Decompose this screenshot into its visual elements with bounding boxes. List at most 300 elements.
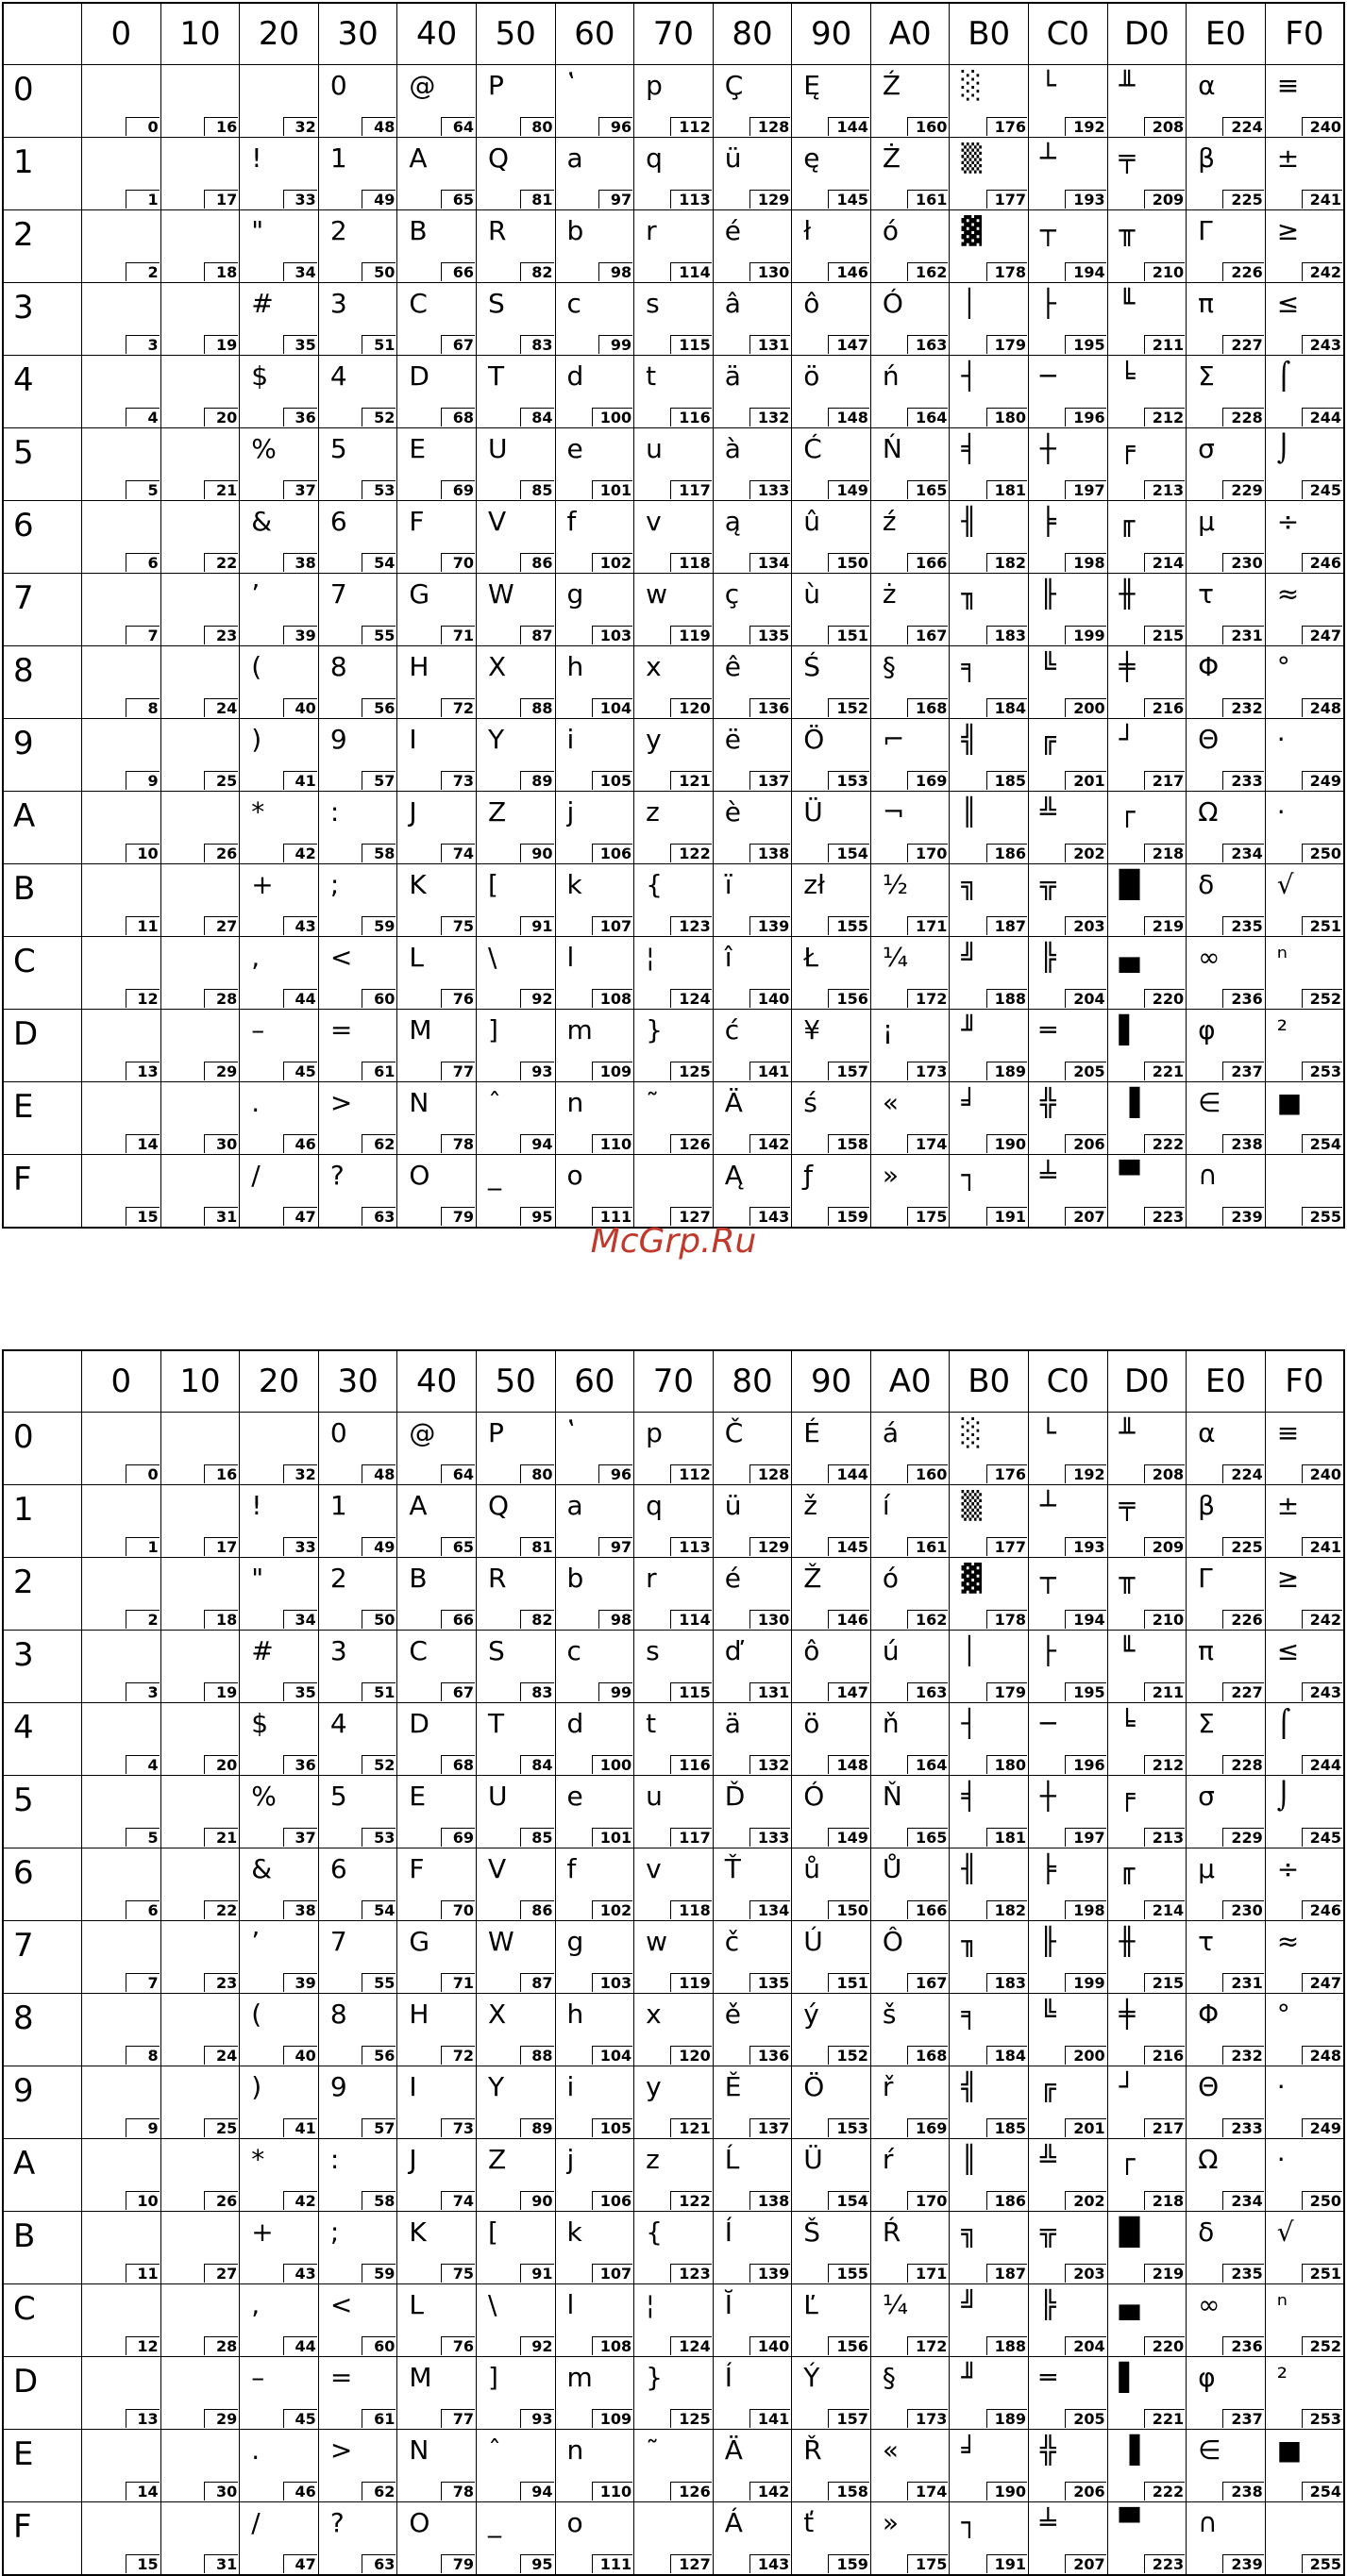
char-cell [870,1994,950,2066]
char-code: 111 [592,2554,632,2573]
char-code: 60 [362,2336,396,2355]
char-code: 58 [362,2191,396,2210]
char-code: 2 [126,262,160,281]
char-cell [1187,356,1266,428]
char-cell [713,937,792,1010]
char-glyph: ▓ [961,215,982,246]
char-cell [950,428,1029,501]
char-glyph: « [882,1087,899,1118]
char-glyph: Ľ [803,2289,818,2320]
char-glyph: : [329,796,340,828]
char-code: 247 [1302,626,1342,644]
char-glyph: @ [409,1417,436,1448]
char-cell [713,283,792,356]
table-row [3,1558,1344,1631]
char-code: 101 [592,1828,632,1847]
char-glyph: ? [329,2507,345,2538]
char-cell [870,2139,950,2212]
char-glyph: r [646,1563,657,1594]
char-code: 130 [749,262,790,281]
char-glyph: · [1276,796,1286,828]
char-code: 228 [1222,408,1263,427]
char-code: 198 [1065,553,1105,572]
char-cell [1029,792,1108,864]
char-code: 128 [749,1464,790,1483]
row-header: 5 [3,1776,82,1848]
char-cell [555,1155,634,1229]
table-row [3,1413,1344,1485]
char-glyph: g [566,1926,584,1957]
char-glyph: O [409,2507,430,2538]
char-cell [555,501,634,574]
char-code: 0 [126,1464,160,1483]
char-cell [870,1485,950,1558]
char-glyph: § [882,2362,896,2393]
char-cell [160,937,240,1010]
char-cell [870,1848,950,1921]
char-code: 248 [1302,698,1342,717]
char-glyph: W [487,578,514,610]
char-cell [318,356,397,428]
char-glyph: ▄ [1119,2289,1140,2320]
char-glyph: C [409,1635,428,1666]
char-glyph: ▀ [1119,1160,1140,1191]
char-cell [476,937,555,1010]
char-cell [240,138,319,210]
table-row [3,1776,1344,1848]
char-cell [1107,2066,1187,2139]
char-code: 174 [907,1134,948,1153]
char-code: 80 [520,1464,554,1483]
char-glyph: » [882,1160,899,1191]
char-glyph: ╖ [961,578,978,610]
char-glyph: ╒ [1119,1781,1136,1812]
char-glyph: ╡ [961,433,978,464]
char-cell [634,719,714,792]
char-code: 51 [362,1682,396,1701]
char-cell [634,2212,714,2284]
char-code: 168 [907,2046,948,2065]
char-glyph: H [409,651,429,682]
char-glyph: Σ [1198,360,1215,392]
char-code: 119 [670,626,711,644]
char-glyph: > [329,1087,353,1118]
char-cell [555,2357,634,2430]
char-code: 127 [670,1207,711,1226]
char-cell [318,138,397,210]
row-header: A [3,792,82,864]
char-glyph: ╢ [961,506,978,537]
char-glyph: b [566,215,584,246]
char-code: 171 [907,916,948,935]
char-glyph: N [409,2434,429,2466]
char-glyph: E [409,433,427,464]
char-cell [634,1010,714,1082]
char-cell [1265,2139,1344,2212]
char-code: 66 [441,262,475,281]
char-glyph: Ω [1198,796,1219,828]
char-code: 145 [828,190,868,209]
char-code: 35 [283,335,317,354]
char-cell [160,1848,240,1921]
char-glyph: = [329,1014,353,1045]
char-cell [318,1558,397,1631]
char-cell [634,937,714,1010]
char-cell [476,1631,555,1703]
char-glyph: / [251,1160,261,1191]
char-code: 103 [592,626,632,644]
char-glyph: ▒ [961,1490,982,1521]
char-cell [240,1921,319,1994]
char-cell [950,937,1029,1010]
char-code: 30 [204,1134,238,1153]
char-glyph: ├ [1040,288,1056,319]
char-code: 134 [749,553,790,572]
char-code: 99 [598,1682,632,1701]
char-glyph: ┴ [1040,142,1056,174]
char-glyph: Ü [803,2144,823,2175]
char-glyph: G [409,578,430,610]
char-code: 67 [441,1682,475,1701]
char-code: 160 [907,1464,948,1483]
char-glyph: ý [803,1999,819,2030]
char-cell [634,283,714,356]
char-cell [82,2357,161,2430]
char-code: 61 [362,1062,396,1080]
char-code: 24 [204,698,238,717]
char-cell [792,1776,871,1848]
char-glyph: ⌡ [1276,433,1291,464]
char-cell [397,1485,477,1558]
char-cell [950,2066,1029,2139]
char-cell [555,646,634,719]
char-glyph: " [251,1563,264,1594]
char-cell [555,1082,634,1155]
column-header: B0 [950,1350,1029,1413]
char-code: 224 [1222,1464,1263,1483]
char-code: 246 [1302,1900,1342,1919]
char-cell [160,2502,240,2576]
char-cell [397,2066,477,2139]
char-cell [555,864,634,937]
char-code: 149 [828,480,868,499]
char-glyph: ! [251,142,262,174]
char-code: 207 [1065,1207,1105,1226]
char-code: 72 [441,698,475,717]
char-cell [476,2066,555,2139]
char-glyph: { [646,869,663,900]
char-code: 221 [1144,1062,1185,1080]
char-cell [1107,864,1187,937]
char-cell [1029,1921,1108,1994]
char-glyph: X [487,651,507,682]
char-code: 182 [986,1900,1027,1919]
char-cell [634,574,714,646]
char-cell [1029,210,1108,283]
char-cell [1107,501,1187,574]
char-code: 105 [592,771,632,790]
column-header: F0 [1265,3,1344,65]
char-cell [1187,1082,1266,1155]
char-code: 14 [126,2482,160,2501]
char-glyph: ╞ [1040,1853,1056,1884]
char-glyph: @ [409,70,436,101]
char-cell [950,1776,1029,1848]
char-cell [397,138,477,210]
char-code: 236 [1222,2336,1263,2355]
char-cell [1107,1010,1187,1082]
char-code: 76 [441,2336,475,2355]
char-glyph: Í [724,2216,732,2248]
char-cell [318,574,397,646]
char-cell [240,1413,319,1485]
char-cell [160,2212,240,2284]
char-glyph: ▒ [961,142,982,174]
code-page-table-2 [2,1349,1345,2576]
char-code: 26 [204,844,238,862]
char-glyph: E [409,1781,427,1812]
char-code: 234 [1222,2191,1263,2210]
char-cell [1187,65,1266,138]
char-cell [82,65,161,138]
char-glyph: I [409,2071,417,2102]
char-cell [634,2502,714,2576]
char-cell [1265,2357,1344,2430]
char-cell [1107,1413,1187,1485]
column-header: 50 [476,1350,555,1413]
char-glyph: " [251,215,264,246]
char-glyph: < [329,942,353,973]
char-code: 212 [1144,408,1185,427]
char-code: 146 [828,1610,868,1629]
char-cell [318,2066,397,2139]
char-code: 186 [986,844,1027,862]
char-code: 222 [1144,1134,1185,1153]
row-header: C [3,937,82,1010]
char-cell [240,719,319,792]
table-row [3,501,1344,574]
char-cell [318,210,397,283]
char-cell [397,864,477,937]
char-code: 142 [749,1134,790,1153]
char-cell [634,501,714,574]
char-code: 60 [362,989,396,1008]
char-glyph: â [724,288,741,319]
char-code: 226 [1222,262,1263,281]
char-code: 22 [204,553,238,572]
char-glyph: Y [487,2071,505,2102]
corner-cell [3,1350,82,1413]
char-cell [1029,65,1108,138]
table-row [3,1921,1344,1994]
char-code: 210 [1144,262,1185,281]
char-cell [82,1994,161,2066]
char-code: 82 [520,1610,554,1629]
char-cell [555,2284,634,2357]
char-glyph: ╪ [1119,1999,1136,2030]
char-glyph: M [409,2362,432,2393]
char-glyph: á [882,1417,900,1448]
char-glyph: τ [1198,578,1215,610]
char-cell [792,719,871,792]
char-glyph: ë [724,724,741,755]
char-glyph: ╦ [1040,869,1056,900]
char-glyph: ä [724,360,741,392]
char-cell [555,1631,634,1703]
char-cell [950,646,1029,719]
char-cell [160,864,240,937]
char-code: 91 [520,916,554,935]
char-code: 233 [1222,771,1263,790]
char-glyph: ) [251,2071,262,2102]
char-cell [318,2502,397,2576]
char-cell [713,1082,792,1155]
char-glyph: Γ [1198,1563,1213,1594]
char-cell [950,2139,1029,2212]
char-code: 110 [592,1134,632,1153]
char-code: 64 [441,1464,475,1483]
column-header: 80 [713,1350,792,1413]
char-cell [792,283,871,356]
char-cell [1107,2284,1187,2357]
char-glyph: M [409,1014,432,1045]
table-row [3,428,1344,501]
table-row [3,138,1344,210]
char-glyph: Φ [1198,651,1220,682]
char-code: 201 [1065,771,1105,790]
char-cell [82,1413,161,1485]
char-cell [792,1413,871,1485]
char-glyph: K [409,869,427,900]
char-glyph: , [251,2289,261,2320]
table-row [3,283,1344,356]
char-code: 241 [1302,190,1342,209]
char-cell [1187,1155,1266,1229]
char-glyph: r [646,215,657,246]
char-glyph: v [646,506,662,537]
char-cell [318,2139,397,2212]
char-glyph: Í [724,2362,732,2393]
char-code: 214 [1144,553,1185,572]
char-glyph: ≥ [1276,215,1300,246]
char-cell [792,1155,871,1229]
char-cell [82,2502,161,2576]
char-glyph: L [409,2289,424,2320]
char-cell [476,138,555,210]
char-cell [950,1010,1029,1082]
char-cell [397,283,477,356]
char-code: 157 [828,1062,868,1080]
column-header: 70 [634,1350,714,1413]
char-glyph: ╬ [1040,1087,1056,1118]
char-code: 118 [670,553,711,572]
char-cell [1029,719,1108,792]
char-glyph: µ [1198,506,1215,537]
char-glyph: w [646,1926,668,1957]
column-header: F0 [1265,1350,1344,1413]
char-code: 113 [670,1537,711,1556]
char-code: 8 [126,2046,160,2065]
char-cell [634,1848,714,1921]
char-glyph: Ź [882,70,901,101]
char-cell [476,65,555,138]
char-glyph: ╒ [1119,433,1136,464]
char-glyph: v [646,1853,662,1884]
char-glyph: ń [882,360,900,392]
char-glyph: Č [724,1417,744,1448]
char-glyph: % [251,1781,277,1812]
table-row [3,2284,1344,2357]
char-cell [555,1010,634,1082]
char-glyph: \ [487,942,497,973]
char-cell [555,1921,634,1994]
char-glyph: Ĺ [724,2144,740,2175]
char-cell [555,65,634,138]
char-code: 143 [749,2554,790,2573]
char-cell [1107,937,1187,1010]
char-code: 55 [362,626,396,644]
char-cell [160,1082,240,1155]
char-glyph: 0 [329,1417,347,1448]
char-glyph: < [329,2289,353,2320]
char-code: 192 [1065,117,1105,136]
char-glyph: J [409,796,417,828]
char-code: 18 [204,1610,238,1629]
char-code: 170 [907,844,948,862]
char-glyph: ď [724,1635,742,1666]
char-glyph: V [487,506,507,537]
char-code: 85 [520,1828,554,1847]
char-glyph: ê [724,651,741,682]
char-code: 125 [670,1062,711,1080]
char-cell [634,1631,714,1703]
char-cell [792,1848,871,1921]
char-cell [82,2212,161,2284]
column-header: 50 [476,3,555,65]
char-cell [1107,428,1187,501]
char-glyph: ä [724,1708,741,1739]
char-code: 29 [204,1062,238,1080]
char-code: 57 [362,771,396,790]
char-code: 99 [598,335,632,354]
char-cell [160,719,240,792]
char-cell [870,2502,950,2576]
char-cell [476,1082,555,1155]
char-glyph: # [251,288,274,319]
char-glyph: y [646,724,662,755]
char-code: 175 [907,2554,948,2573]
char-code: 81 [520,190,554,209]
char-code: 167 [907,626,948,644]
char-glyph: ą [724,506,741,537]
char-cell [82,937,161,1010]
char-glyph: ) [251,724,262,755]
char-glyph: ⌐ [882,724,905,755]
table-row [3,2066,1344,2139]
char-glyph: t [646,1708,657,1739]
char-glyph: ž [803,1490,817,1521]
char-cell [240,501,319,574]
char-code: 168 [907,698,948,717]
row-header: 2 [3,1558,82,1631]
char-glyph: 3 [329,1635,347,1666]
char-code: 19 [204,1682,238,1701]
char-cell [950,1921,1029,1994]
char-code: 33 [283,1537,317,1556]
char-code: 120 [670,2046,711,2065]
char-glyph: ╝ [961,942,978,973]
char-glyph: ▌ [1119,2362,1140,2393]
